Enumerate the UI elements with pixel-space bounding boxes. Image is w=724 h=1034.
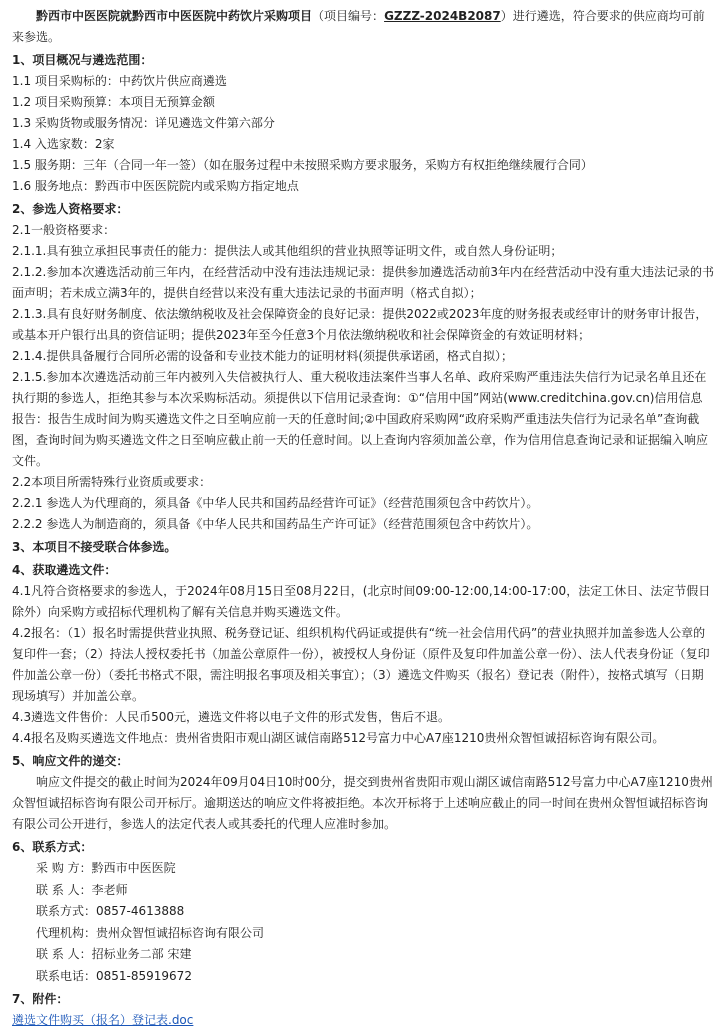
section-heading: 2、参选人资格要求： bbox=[12, 202, 129, 216]
section-heading: 4、获取遴选文件： bbox=[12, 563, 117, 577]
section-paragraph: 响应文件提交的截止时间为2024年09月04日10时00分，提交到贵州省贵阳市观山湖区诚信南路512号富力中心A7座1210贵州众智恒诚招标咨询有限公司开标厅。逾期送达的响应文件将被拒绝。本次开标将于上述响应截止的同一时间在贵州众智恒诚招标咨询有限公司公开进行，参选人的法定代表人或其委托的代理人应准时参加。 bbox=[12, 775, 713, 831]
section-paragraph: 1.1 项目采购标的：中药饮片供应商遴选 bbox=[12, 74, 227, 88]
intro-paragraph bbox=[12, 6, 714, 48]
contact-line: 联 系 人：李老师 bbox=[36, 882, 128, 897]
section-paragraph: 1.3 采购货物或服务情况：详见遴选文件第六部分 bbox=[12, 116, 275, 130]
contact-line: 采 购 方：黔西市中医医院 bbox=[36, 861, 176, 875]
section-paragraph: 1.5 服务期：三年（合同一年一签）（如在服务过程中未按照采购方要求服务，采购方有权拒绝继续履行合同） bbox=[12, 158, 593, 172]
contact-line: 代理机构：贵州众智恒诚招标咨询有限公司 bbox=[36, 925, 265, 940]
section-heading: 7、附件： bbox=[12, 992, 69, 1006]
section-paragraph: 4.2报名：（1）报名时需提供营业执照、税务登记证、组织机构代码证或提供有“统一社会信用代码”的营业执照并加盖参选人公章的复印件一套；（2）持法人授权委托书（加盖公章原件一份），被授权人身份证（原件及复印件加盖公章一份）、法人代表身份证（复印件加盖公章一份）（委托书格式不限，需注明报名事项及相关事宜）；（3）遴选文件购买（报名）登记表（附件），按格式填写（日期现场填写）并加盖公章。 bbox=[12, 626, 710, 703]
section-paragraph: 1.6 服务地点：黔西市中医医院院内或采购方指定地点 bbox=[12, 179, 299, 193]
attachment-link[interactable]: 遴选文件购买（报名）登记表.doc bbox=[12, 1013, 194, 1027]
section-paragraph: 2.2本项目所需特殊行业资质或要求： bbox=[12, 475, 212, 489]
section-paragraph: 2.1.1.具有独立承担民事责任的能力：提供法人或其他组织的营业执照等证明文件，或自然人身份证明； bbox=[12, 244, 563, 258]
section-paragraph: 4.3遴选文件售价：人民币500元，遴选文件将以电子文件的形式发售，售后不退。 bbox=[12, 710, 450, 724]
intro-mid: 就 bbox=[120, 9, 133, 23]
buyer-name: 黔西市中医医院 bbox=[36, 9, 121, 23]
project-code: GZZZ-2024B2087 bbox=[384, 9, 501, 23]
section-paragraph: 1.4 入选家数：2家 bbox=[12, 137, 115, 151]
section-heading: 1、项目概况与遴选范围： bbox=[12, 53, 153, 67]
section-heading: 5、响应文件的递交： bbox=[12, 754, 129, 768]
section-paragraph: 2.1.2.参加本次遴选活动前三年内，在经营活动中没有违法违规记录：提供参加遴选活动前3年内在经营活动中没有重大违法记录的书面声明；若未成立满3年的，提供自经营以来没有重大违法记录的书面声明（格式自拟）； bbox=[12, 265, 714, 300]
project-name: 黔西市中医医院中药饮片采购项目 bbox=[132, 9, 313, 23]
section-paragraph: 1.2 项目采购预算：本项目无预算金额 bbox=[12, 95, 215, 109]
sections-container bbox=[12, 49, 714, 1031]
intro-suffix: ）进行遴选，符合要求的供应商均可前来参选。 bbox=[12, 9, 705, 44]
contact-line: 联 系 人：招标业务二部 宋建 bbox=[36, 947, 192, 961]
section-paragraph: 4.4报名及购买遴选文件地点：贵州省贵阳市观山湖区诚信南路512号富力中心A7座1210贵州众智恒诚招标咨询有限公司。 bbox=[12, 731, 665, 745]
section-paragraph: 4.1凡符合资格要求的参选人，于2024年08月15日至08月22日，(北京时间09:00-12:00,14:00-17:00，法定工休日、法定节假日除外）向采购方或招标代理机构了解有关信息并购买遴选文件。 bbox=[12, 584, 711, 619]
code-prefix: （项目编号： bbox=[312, 9, 385, 23]
contact-line: 联系电话：0851-85919672 bbox=[36, 968, 192, 983]
section-heading: 6、联系方式： bbox=[12, 840, 93, 854]
section-paragraph: 2.2.1 参选人为代理商的，须具备《中华人民共和国药品经营许可证》（经营范围须包含中药饮片）。 bbox=[12, 496, 539, 510]
section-paragraph: 2.2.2 参选人为制造商的，须具备《中华人民共和国药品生产许可证》（经营范围须包含中药饮片）。 bbox=[12, 517, 539, 531]
section-paragraph: 2.1.5.参加本次遴选活动前三年内被列入失信被执行人、重大税收违法案件当事人名单、政府采购严重违法失信行为记录名单且还在执行期的参选人，拒绝其参与本次采购标活动。须提供以下信用记录查询：①“信用中国”网站(www.creditchina.gov.cn)信用信息报告：报告生成时间为购买遴选文件之日至响应前一天的任意时间;②中国政府采购网“政府采购严重违法失信行为记录名单”查询截图，查询时间为购买遴选文件之日至响应截止前一天的任意时间。以上查询内容须加盖公章，作为信用信息查询记录和证据编入响应文件。 bbox=[12, 370, 709, 468]
section-heading: 3、本项目不接受联合体参选。 bbox=[12, 540, 177, 554]
section-paragraph: 2.1一般资格要求： bbox=[12, 223, 116, 237]
section-paragraph: 2.1.3.具有良好财务制度、依法缴纳税收及社会保障资金的良好记录：提供2022或2023年度的财务报表或经审计的财务审计报告，或基本开户银行出具的资信证明；提供2023年至今任意3个月依法缴纳税收和社会保障资金的有效证明材料； bbox=[12, 307, 708, 342]
section-paragraph: 2.1.4.提供具备履行合同所必需的设备和专业技术能力的证明材料(须提供承诺函，格式自拟）； bbox=[12, 349, 514, 363]
contact-line: 联系方式：0857-4613888 bbox=[36, 904, 185, 918]
